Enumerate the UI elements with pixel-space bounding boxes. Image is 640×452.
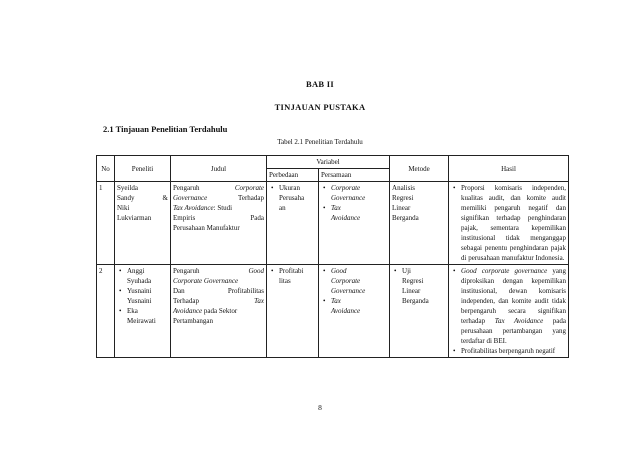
header-hasil: Hasil (449, 156, 569, 182)
cell-peneliti: Syeilda Sandy & Niki Lukviarman (115, 182, 171, 265)
section-title: 2.1 Tinjauan Penelitian Terdahulu (103, 124, 228, 134)
chapter-title: TINJAUAN PUSTAKA (274, 102, 366, 112)
table-caption: Tabel 2.1 Penelitian Terdahulu (277, 138, 363, 146)
cell-perbedaan: • Ukuran Perusaha an (267, 182, 319, 265)
header-peneliti: Peneliti (115, 156, 171, 182)
research-table (96, 155, 569, 358)
cell-peneliti: • Anggi Syuhada • Yusnaini Yusnaini • Eka Meirawati (115, 265, 171, 358)
cell-hasil: • Good corporate governance yang diproksikan dengan kepemilikan institusional, dewan komisaris independen, dan komite audit tidak berpengaruh secara signifikan terhadap Tax Avoidance pada perusahaan pertambangan yang terdaftar di BEI. • Profitabilitas berpengaruh negatif (449, 265, 569, 358)
cell-persamaan: • Good Corporate Governance • Tax Avoidance (319, 265, 390, 358)
header-variabel: Variabel (267, 156, 390, 169)
header-perbedaan: Perbedaan (267, 169, 319, 182)
table-row (97, 182, 569, 265)
chapter-number: BAB II (305, 79, 335, 89)
header-judul: Judul (171, 156, 267, 182)
header-persamaan: Persamaan (319, 169, 390, 182)
header-no: No (97, 156, 115, 182)
table-row (97, 265, 569, 358)
cell-perbedaan: • Profitabi litas (267, 265, 319, 358)
cell-persamaan: • Corporate Governance • Tax Avoidance (319, 182, 390, 265)
page-number: 8 (318, 403, 322, 412)
cell-no: 1 (97, 182, 115, 265)
cell-judul: Pengaruh Corporate Governance Terhadap Tax Avoidance: Studi Empiris Pada Perusahaan Manufaktur (171, 182, 267, 265)
cell-hasil: • Proporsi komisaris independen, kualitas audit, dan komite audit memiliki pengaruh negatif dan signifikan terhadap penghindaran pajak, sementara kepemilikan institusional tidak menganggap sebagai penentu penghindaran pajak di perusahaan manufaktur Indonesia. (449, 182, 569, 265)
cell-metode: Analisis Regresi Linear Berganda (390, 182, 449, 265)
cell-judul: Pengaruh Good Corporate Governance Dan Profitabilitas Terhadap Tax Avoidance pada Sektor Pertambangan (171, 265, 267, 358)
cell-no: 2 (97, 265, 115, 358)
cell-metode: • Uji Regresi Linear Berganda (390, 265, 449, 358)
header-metode: Metode (390, 156, 449, 182)
